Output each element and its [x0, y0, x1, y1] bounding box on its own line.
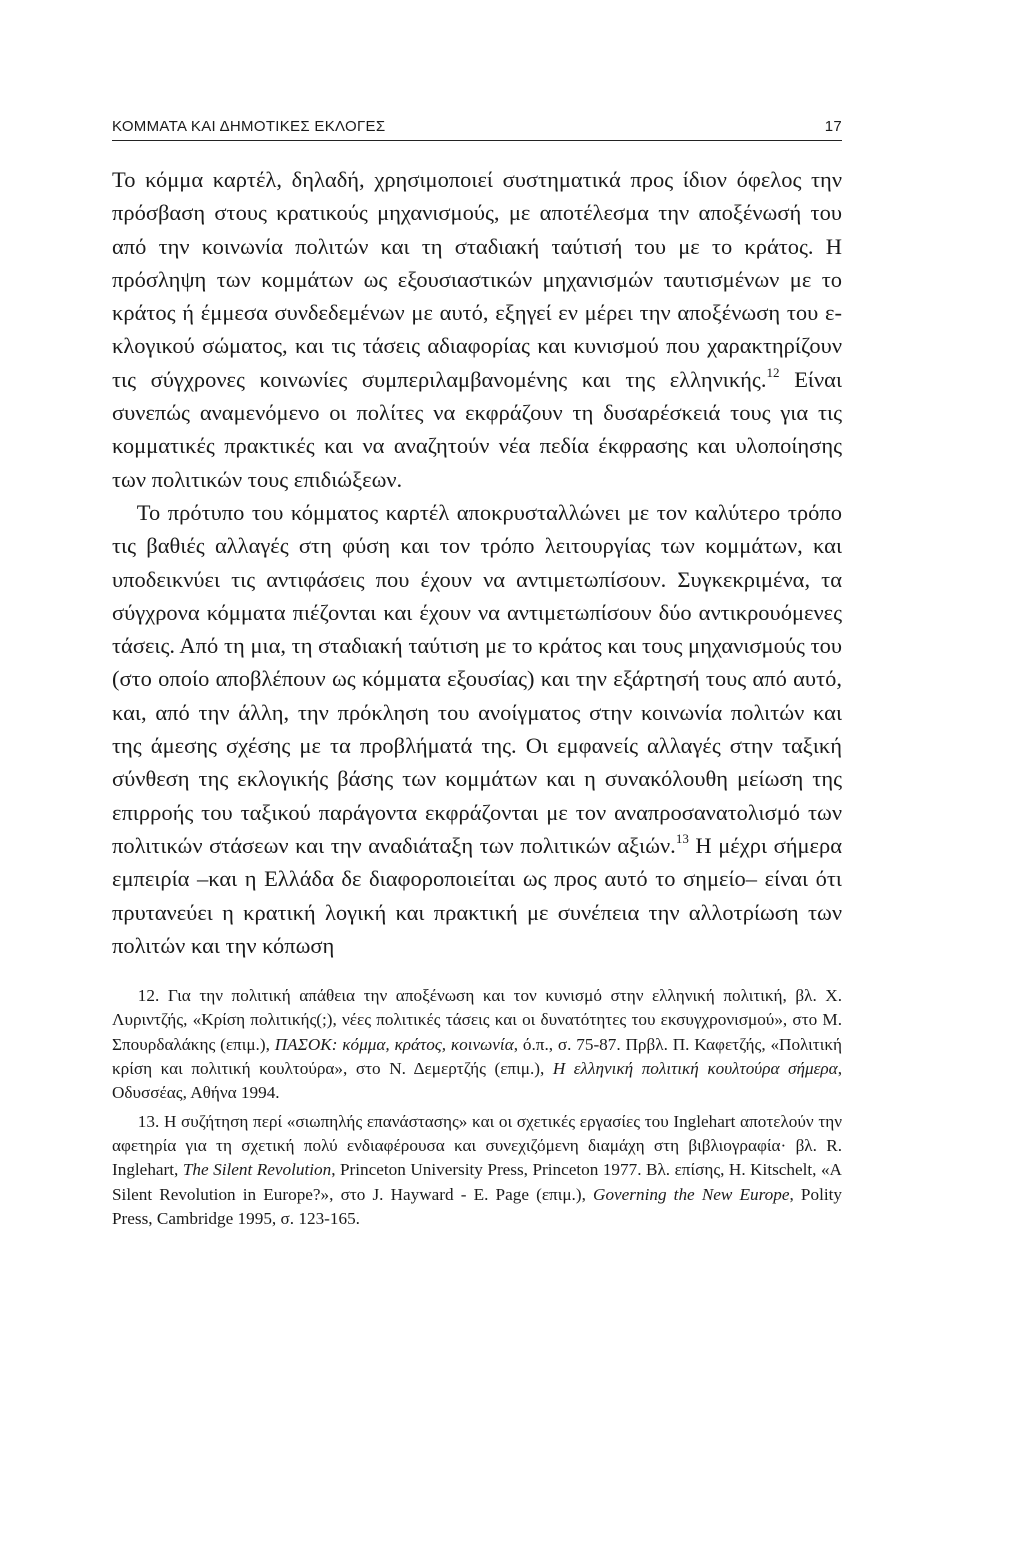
- footnote-text: , Polity Press, Cambridge 1995, σ. 123-165.: [112, 1184, 842, 1228]
- cited-title: The Silent Revolution: [182, 1160, 332, 1180]
- paragraph: [112, 496, 842, 962]
- paragraph: [112, 163, 842, 496]
- running-title: ΚΟΜΜΑΤΑ ΚΑΙ ΔΗΜΟΤΙΚΕΣ ΕΚΛΟΓΕΣ: [112, 118, 386, 135]
- main-text: [112, 163, 842, 962]
- book-page: [112, 118, 842, 1231]
- footnotes: [112, 984, 842, 1231]
- footnote-text: 13. Η συζήτηση περί «σιωπηλής επανάστασης» και οι σχετικές εργασίες του Inglehart αποτελούν την αφετηρία για τη σχετική πολύ ενδιαφέρουσα και συνεχιζόμενη διαμάχη στη βιβλιογραφία· βλ. R. Inglehart,: [112, 1111, 842, 1180]
- footnote-reference[interactable]: 13: [675, 831, 689, 847]
- footnote-12: [112, 984, 842, 1105]
- footnote-reference[interactable]: 12: [766, 365, 780, 380]
- footnote-text: , Οδυσσέας, Αθήνα 1994.: [112, 1059, 842, 1103]
- footnote-text: , Princeton University Press, Princeton 1977. Βλ. επίσης, H. Kitschelt, «A Silent Revolution in Europe?», στο J. Hayward - E. Page (επιμ.),: [112, 1160, 842, 1204]
- cited-title: ΠΑΣΟΚ: κόμμα, κράτος, κοινωνία: [274, 1034, 514, 1054]
- footnote-text: , ό.π., σ. 75-87. Πρβλ. Π. Καφετζής, «Πολιτική κρίση και πολιτική κουλτούρα», στο Ν. Δεμερτζής (επιμ.),: [112, 1034, 842, 1079]
- page-number: 17: [824, 118, 842, 135]
- paragraph-text: Είναι συνεπώς αναμενόμενο οι πολίτες να εκφράζουν τη δυσαρέσκειά τους για τις κομματικές πρακτικές και να αναζητούν νέα πεδία έκφρασης και υλοποίησης των πολιτικών τους επιδιώξεων.: [112, 366, 842, 492]
- footnote-text: 12. Για την πολιτική απάθεια την αποξένωση και τον κυνισμό στην ελληνική πολιτική, βλ. Χ. Λυριντζής, «Κρίση πολιτικής(;), νέες πολιτικές τάσεις και οι δυνατότητες του εκσυγχρονισμού», στο Μ. Σπουρδαλάκης (επιμ.),: [112, 986, 842, 1054]
- paragraph-text: Το κόμμα καρτέλ, δηλαδή, χρησιμοποιεί συστηματικά προς ίδιον όφελος την πρόσβαση στους κρατικούς μηχανισμούς, με αποτέλεσμα την αποξένωσή του από την κοινωνία πολιτών και τη σταδιακή ταύτισή του με το κράτος. Η πρόσληψη των κομμάτων ως εξουσιαστικών μηχανισμών ταυτισμένων με το κράτος ή έμμεσα συνδεδεμένων με αυτό, εξηγεί εν μέρει την αποξένωση του εκλογικού σώματος, και τις τάσεις αδιαφορίας και κυνισμού που χαρακτηρίζουν τις σύγχρονες κοινωνίες συμπεριλαμβανομένης και της ελληνικής.: [112, 167, 842, 392]
- paragraph-text: Η μέχρι σήμερα εμπειρία –και η Ελλάδα δε διαφοροποιείται ως προς αυτό το σημείο– είναι ότι πρυτανεύει η κρατική λογική και πρακτική με συνέπεια την αλλοτρίωση των πολιτών και την κόπωση: [112, 832, 843, 958]
- cited-title: Η ελληνική πολιτική κουλτούρα σήμερα: [552, 1059, 838, 1079]
- running-header: [112, 118, 842, 141]
- footnote-13: [112, 1110, 842, 1231]
- cited-title: Governing the New Europe: [593, 1184, 790, 1204]
- paragraph-text: Το πρότυπο του κόμματος καρτέλ αποκρυσταλλώνει με τον καλύτερο τρόπο τις βαθιές αλλαγές στη φύση και τον τρόπο λειτουργίας των κομμάτων, και υποδεικνύει τις αντιφάσεις που έχουν να αντιμετωπίσουν. Συγκεκριμένα, τα σύγχρονα κόμματα πιέζονται και έχουν να αντιμετωπίσουν δύο αντικρουόμενες τάσεις. Από τη μια, τη σταδιακή ταύτιση με το κράτος και τους μηχανισμούς του (στο οποίο αποβλέπουν ως κόμματα εξουσίας) και την εξάρτησή τους από αυτό, και, από την άλλη, την πρόκληση του ανοίγματος στην κοινωνία πολιτών και της άμεσης σχέσης με τα προβλήματά της. Οι εμφανείς αλλαγές στην ταξική σύνθεση της εκλογικής βάσης των κομμάτων και η συνακόλουθη μείωση της επιρροής του ταξικού παράγοντα εκφράζονται με τον αναπροσανατολισμό των πολιτικών στάσεων και την αναδιάταξη των πολιτικών αξιών.: [112, 499, 842, 858]
